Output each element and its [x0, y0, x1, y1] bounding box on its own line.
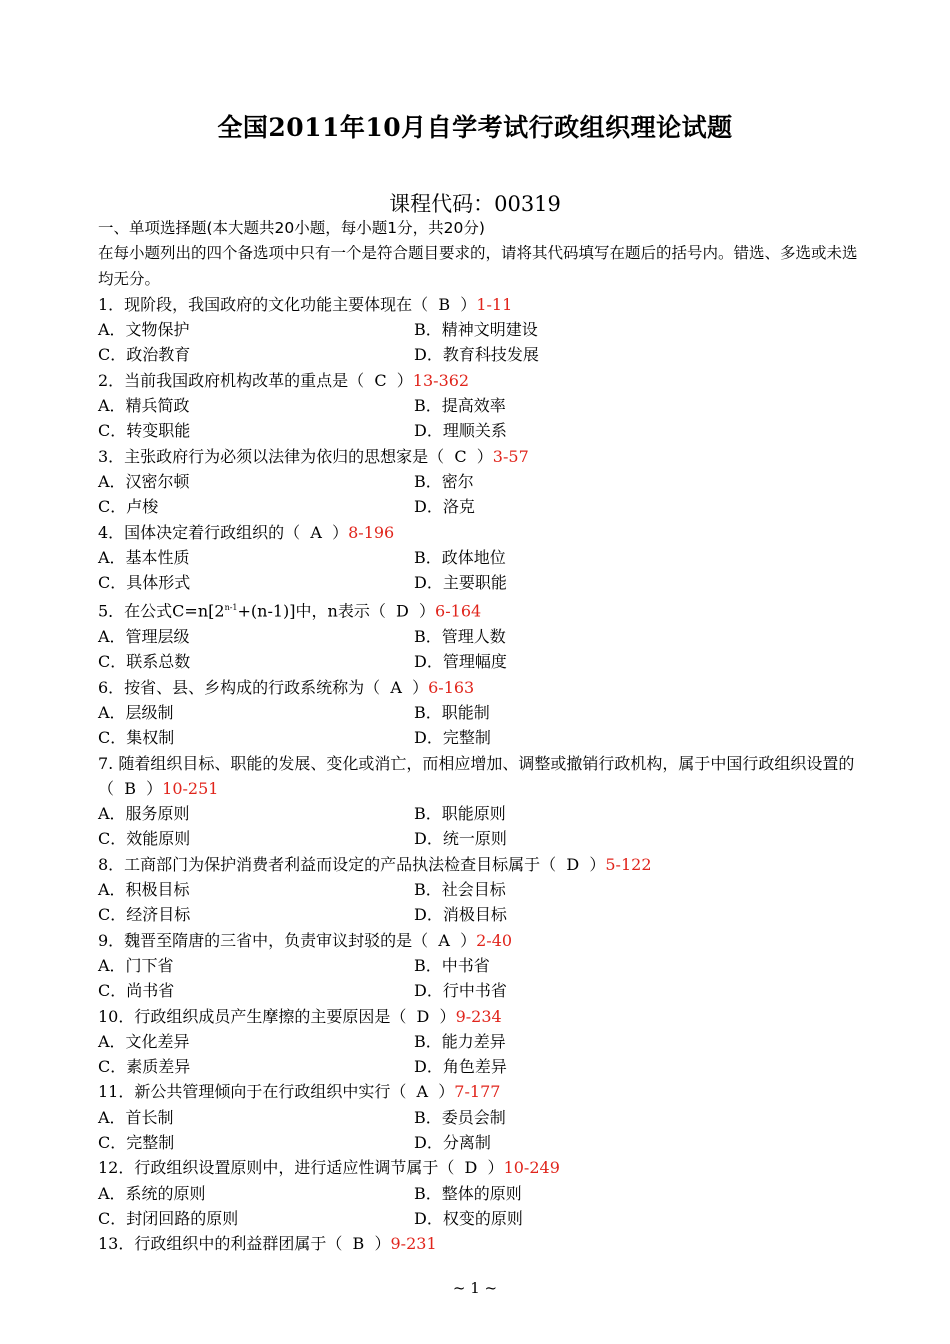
close-paren: ） — [487, 1158, 504, 1178]
option: B．政体地位 — [414, 547, 506, 567]
question-list — [98, 292, 858, 1257]
question-stem — [98, 751, 858, 802]
close-paren: ） — [412, 677, 429, 697]
option-row — [98, 1105, 858, 1130]
option: C．效能原则 — [98, 829, 191, 849]
option: A．层级制 — [98, 702, 174, 722]
option: C．卢梭 — [98, 497, 159, 517]
answer-letter: C — [444, 446, 477, 466]
option: B．能力差异 — [414, 1031, 506, 1051]
close-paren: ） — [439, 1006, 456, 1026]
option: D．教育科技发展 — [414, 345, 539, 365]
option: C．尚书省 — [98, 981, 175, 1001]
option: B．社会目标 — [414, 880, 506, 900]
option: A．基本性质 — [98, 547, 190, 567]
question-stem — [98, 928, 858, 953]
close-paren: ） — [460, 294, 477, 314]
option: D．行中书省 — [414, 981, 507, 1001]
question-stem — [98, 292, 858, 317]
question-text-cont: +(n-1)]中，n表示（ — [237, 601, 386, 621]
option-row — [98, 317, 858, 342]
option: A．积极目标 — [98, 880, 190, 900]
option: D．权变的原则 — [414, 1208, 523, 1228]
option-row — [98, 877, 858, 902]
option: D．分离制 — [414, 1133, 491, 1153]
option: B．密尔 — [414, 471, 474, 491]
question-text: 8．工商部门为保护消费者利益而设定的产品执法检查目标属于（ — [98, 854, 557, 874]
option: C．集权制 — [98, 728, 175, 748]
option: B．委员会制 — [414, 1107, 506, 1127]
option-row — [98, 1206, 858, 1231]
option: D．洛克 — [414, 497, 475, 517]
answer-reference: 5-122 — [605, 854, 652, 874]
answer-reference: 13-362 — [412, 370, 470, 390]
question-text: 7. 随着组织目标、职能的发展、变化或消亡，而相应增加、调整或撤销行政机构，属于中国行政组织设置的（ — [98, 753, 855, 798]
answer-reference: 6-164 — [435, 601, 482, 621]
question-stem — [98, 852, 858, 877]
option-row — [98, 801, 858, 826]
answer-letter: D — [406, 1006, 440, 1026]
question-text: 13．行政组织中的利益群团属于（ — [98, 1234, 343, 1254]
option: C．封闭回路的原则 — [98, 1208, 239, 1228]
option: A．首长制 — [98, 1107, 174, 1127]
answer-reference: 3-57 — [492, 446, 529, 466]
option: C．政治教育 — [98, 345, 191, 365]
question-text: 2．当前我国政府机构改革的重点是（ — [98, 370, 365, 390]
option-row — [98, 570, 858, 595]
question-text: 6．按省、县、乡构成的行政系统称为（ — [98, 677, 381, 697]
question-text: 11．新公共管理倾向于在行政组织中实行（ — [98, 1082, 407, 1102]
close-paren: ） — [419, 601, 436, 621]
answer-letter: B — [342, 1234, 375, 1254]
option: C．完整制 — [98, 1133, 175, 1153]
answer-reference: 6-163 — [428, 677, 475, 697]
option-row — [98, 725, 858, 750]
option: D．主要职能 — [414, 573, 507, 593]
option: A．文物保护 — [98, 320, 190, 340]
option-row — [98, 418, 858, 443]
answer-reference: 10-251 — [162, 778, 219, 798]
option: C．联系总数 — [98, 652, 191, 672]
question-stem — [98, 520, 858, 545]
answer-letter: B — [114, 778, 147, 798]
option: A．管理层级 — [98, 627, 190, 647]
option: B．整体的原则 — [414, 1183, 522, 1203]
answer-letter: B — [428, 294, 461, 314]
close-paren: ） — [396, 370, 413, 390]
option: A．精兵简政 — [98, 396, 190, 416]
answer-reference: 7-177 — [454, 1082, 501, 1102]
answer-letter: D — [385, 601, 420, 621]
answer-reference: 9-234 — [455, 1006, 502, 1026]
exam-body — [98, 216, 858, 1257]
page-number: ~ 1 ~ — [452, 1279, 498, 1297]
close-paren: ） — [332, 522, 349, 542]
option: C．经济目标 — [98, 905, 191, 925]
answer-letter: A — [300, 522, 333, 542]
option: D．理顺关系 — [414, 421, 507, 441]
option: C．转变职能 — [98, 421, 191, 441]
close-paren: ） — [460, 930, 477, 950]
option-row — [98, 700, 858, 725]
option: D．消极目标 — [414, 905, 507, 925]
instructions: 在每小题列出的四个备选项中只有一个是符合题目要求的，请将其代码填写在题后的括号内。错选、多选或未选均无分。 — [98, 244, 858, 288]
section-heading: 一、单项选择题(本大题共20小题，每小题1分，共20分) — [98, 219, 485, 237]
option-row — [98, 342, 858, 367]
close-paren: ） — [438, 1082, 455, 1102]
answer-letter: A — [380, 677, 413, 697]
option: C．具体形式 — [98, 573, 191, 593]
course-code: 课程代码：00319 — [389, 192, 561, 216]
option-row — [98, 978, 858, 1003]
option-row — [98, 953, 858, 978]
question-text: 12．行政组织设置原则中，进行适应性调节属于（ — [98, 1158, 455, 1178]
option-row — [98, 902, 858, 927]
answer-letter: A — [428, 930, 461, 950]
close-paren: ） — [146, 778, 163, 798]
option-row — [98, 1029, 858, 1054]
question-stem — [98, 675, 858, 700]
question-stem — [98, 595, 858, 624]
answer-letter: D — [454, 1158, 488, 1178]
option: B．职能原则 — [414, 804, 506, 824]
option: B．管理人数 — [414, 627, 506, 647]
document-title: 全国2011年10月自学考试行政组织理论试题 — [217, 113, 733, 142]
option: B．精神文明建设 — [414, 320, 538, 340]
answer-letter: A — [406, 1082, 439, 1102]
question-text: 9．魏晋至隋唐的三省中，负责审议封驳的是（ — [98, 930, 429, 950]
option: A．服务原则 — [98, 804, 190, 824]
option-row — [98, 545, 858, 570]
close-paren: ） — [589, 854, 606, 874]
option-row — [98, 1054, 858, 1079]
option: D．完整制 — [414, 728, 491, 748]
question-text: 1．现阶段，我国政府的文化功能主要体现在（ — [98, 294, 429, 314]
option: A．文化差异 — [98, 1031, 190, 1051]
option: C．素质差异 — [98, 1057, 191, 1077]
option-row — [98, 393, 858, 418]
option-row — [98, 624, 858, 649]
question-stem — [98, 1231, 858, 1256]
option-row — [98, 826, 858, 851]
answer-reference: 2-40 — [476, 930, 513, 950]
question-stem — [98, 368, 858, 393]
answer-letter: D — [556, 854, 590, 874]
question-text: 4．国体决定着行政组织的（ — [98, 522, 301, 542]
close-paren: ） — [476, 446, 493, 466]
answer-reference: 10-249 — [503, 1158, 560, 1178]
option-row — [98, 494, 858, 519]
option: B．提高效率 — [414, 396, 506, 416]
option: A．汉密尔顿 — [98, 471, 190, 491]
question-text: 5．在公式C=n[2 — [98, 601, 225, 621]
option: A．系统的原则 — [98, 1183, 206, 1203]
question-text: 10．行政组织成员产生摩擦的主要原因是（ — [98, 1006, 407, 1026]
option: D．管理幅度 — [414, 652, 507, 672]
formula-superscript: n-1 — [224, 603, 238, 613]
question-stem — [98, 444, 858, 469]
close-paren: ） — [374, 1234, 391, 1254]
question-stem — [98, 1155, 858, 1180]
option: B．中书省 — [414, 955, 490, 975]
answer-letter: C — [364, 370, 397, 390]
option: A．门下省 — [98, 955, 174, 975]
answer-reference: 8-196 — [348, 522, 395, 542]
option-row — [98, 469, 858, 494]
option: D．统一原则 — [414, 829, 507, 849]
option-row — [98, 649, 858, 674]
option-row — [98, 1181, 858, 1206]
option: B．职能制 — [414, 702, 490, 722]
question-text: 3．主张政府行为必须以法律为依归的思想家是（ — [98, 446, 445, 466]
question-stem — [98, 1079, 858, 1104]
option: D．角色差异 — [414, 1057, 507, 1077]
answer-reference: 9-231 — [390, 1234, 437, 1254]
question-stem — [98, 1004, 858, 1029]
option-row — [98, 1130, 858, 1155]
answer-reference: 1-11 — [476, 294, 513, 314]
